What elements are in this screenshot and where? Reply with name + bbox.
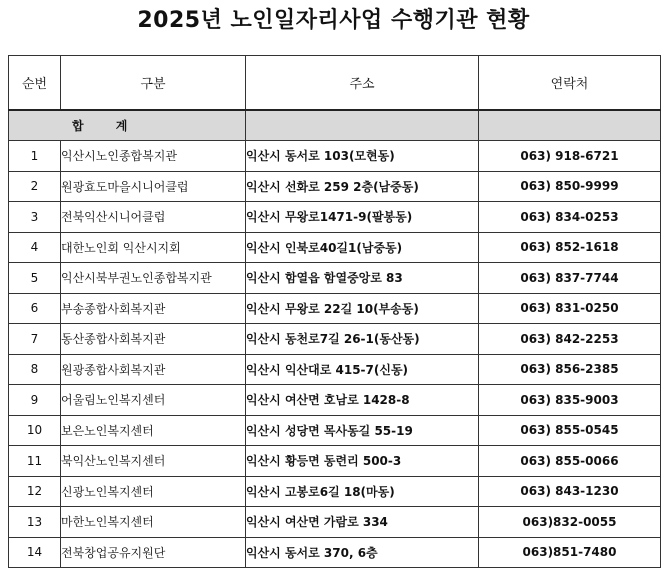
row-number: 6 [9, 293, 61, 324]
table-row [9, 507, 661, 538]
agency-phone: 063) 835-9003 [479, 385, 661, 416]
table-row [9, 293, 661, 324]
agency-name: 동산종합사회복지관 [61, 324, 246, 355]
row-number: 11 [9, 446, 61, 477]
table-row [9, 171, 661, 202]
header-address: 주소 [246, 56, 479, 111]
row-number: 9 [9, 385, 61, 416]
table-row [9, 446, 661, 477]
agency-address: 익산시 함열읍 함열중앙로 83 [246, 263, 479, 294]
agency-phone: 063) 831-0250 [479, 293, 661, 324]
agency-address: 익산시 동서로 103(모현동) [246, 141, 479, 172]
agency-phone: 063)851-7480 [479, 537, 661, 568]
row-number: 7 [9, 324, 61, 355]
agency-phone: 063) 850-9999 [479, 171, 661, 202]
row-number: 4 [9, 232, 61, 263]
row-number: 13 [9, 507, 61, 538]
agency-address: 익산시 여산면 가람로 334 [246, 507, 479, 538]
table-row [9, 324, 661, 355]
agency-name: 익산시노인종합복지관 [61, 141, 246, 172]
row-number: 8 [9, 354, 61, 385]
total-contact-cell [479, 110, 661, 141]
agency-phone: 063) 918-6721 [479, 141, 661, 172]
table-row [9, 232, 661, 263]
agency-address: 익산시 선화로 259 2층(남중동) [246, 171, 479, 202]
agency-name: 마한노인복지센터 [61, 507, 246, 538]
agency-name: 전북창업공유지원단 [61, 537, 246, 568]
agency-address: 익산시 성당면 목사동길 55-19 [246, 415, 479, 446]
agency-phone: 063) 852-1618 [479, 232, 661, 263]
total-row [9, 110, 661, 141]
table-row [9, 202, 661, 233]
agency-phone: 063) 837-7744 [479, 263, 661, 294]
agency-name: 어울림노인복지센터 [61, 385, 246, 416]
agency-name: 원광종합사회복지관 [61, 354, 246, 385]
header-contact: 연락처 [479, 56, 661, 111]
agency-name: 북익산노인복지센터 [61, 446, 246, 477]
row-number: 5 [9, 263, 61, 294]
total-label: 합 계 [9, 110, 246, 141]
row-number: 3 [9, 202, 61, 233]
row-number: 2 [9, 171, 61, 202]
table-body [9, 110, 661, 568]
agency-address: 익산시 여산면 호남로 1428-8 [246, 385, 479, 416]
table-row [9, 354, 661, 385]
agency-name: 부송종합사회복지관 [61, 293, 246, 324]
total-address-cell [246, 110, 479, 141]
row-number: 1 [9, 141, 61, 172]
agency-phone: 063) 855-0066 [479, 446, 661, 477]
agency-phone: 063) 842-2253 [479, 324, 661, 355]
agency-name: 전북익산시니어클럽 [61, 202, 246, 233]
table-row [9, 263, 661, 294]
table-row [9, 141, 661, 172]
page-title: 2025년 노인일자리사업 수행기관 현황 [137, 8, 530, 33]
agency-address: 익산시 동천로7길 26-1(동산동) [246, 324, 479, 355]
row-number: 10 [9, 415, 61, 446]
table-row [9, 537, 661, 568]
agency-phone: 063) 834-0253 [479, 202, 661, 233]
table-row [9, 415, 661, 446]
agency-name: 원광효도마을시니어클럽 [61, 171, 246, 202]
agency-phone: 063)832-0055 [479, 507, 661, 538]
agency-table [8, 55, 661, 568]
agency-address: 익산시 동서로 370, 6층 [246, 537, 479, 568]
agency-phone: 063) 856-2385 [479, 354, 661, 385]
agency-address: 익산시 무왕로 22길 10(부송동) [246, 293, 479, 324]
agency-name: 대한노인회 익산시지회 [61, 232, 246, 263]
agency-name: 신광노인복지센터 [61, 476, 246, 507]
agency-address: 익산시 고봉로6길 18(마동) [246, 476, 479, 507]
agency-address: 익산시 익산대로 415-7(신동) [246, 354, 479, 385]
agency-address: 익산시 무왕로1471-9(팔봉동) [246, 202, 479, 233]
table-row [9, 476, 661, 507]
header-no: 순번 [9, 56, 61, 111]
row-number: 14 [9, 537, 61, 568]
agency-address: 익산시 인북로40길1(남중동) [246, 232, 479, 263]
agency-name: 익산시북부권노인종합복지관 [61, 263, 246, 294]
agency-phone: 063) 855-0545 [479, 415, 661, 446]
agency-address: 익산시 황등면 동련리 500-3 [246, 446, 479, 477]
table-header-row [9, 56, 661, 111]
agency-phone: 063) 843-1230 [479, 476, 661, 507]
row-number: 12 [9, 476, 61, 507]
table-row [9, 385, 661, 416]
header-category: 구분 [61, 56, 246, 111]
agency-name: 보은노인복지센터 [61, 415, 246, 446]
